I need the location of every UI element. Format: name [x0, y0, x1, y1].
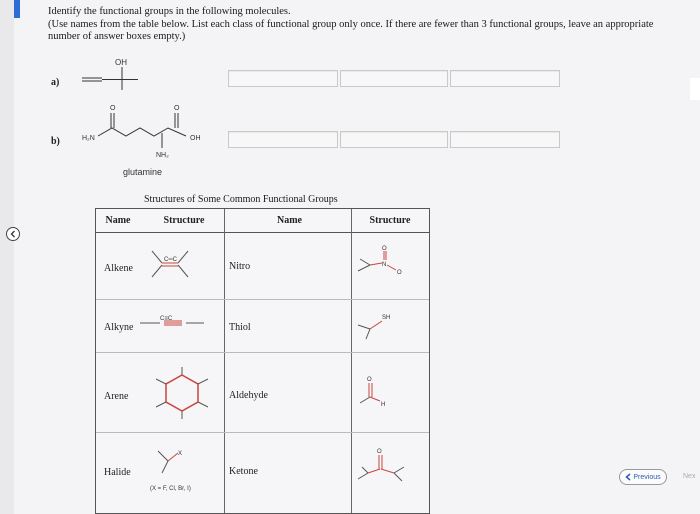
molecule-a	[78, 56, 148, 96]
nitro-o-label: O	[397, 270, 402, 276]
answer-b-1[interactable]	[228, 131, 338, 148]
question-page	[14, 0, 700, 514]
question-marker	[14, 0, 20, 18]
row-name-thiol: Thiol	[229, 322, 251, 333]
arene-structure	[154, 367, 210, 419]
functional-groups-table	[95, 208, 430, 514]
atom-label-oh: OH	[190, 135, 201, 142]
carbon-chain	[98, 128, 186, 136]
instruction-line-2: (Use names from the table below. List each class of functional group only once. If there are fewer than 3 functional groups, leave an appropriate	[48, 18, 654, 30]
answer-a-2[interactable]	[340, 70, 448, 87]
ketone-structure	[354, 445, 414, 489]
chevron-left-icon	[9, 230, 17, 238]
previous-label: Previous	[633, 473, 661, 481]
row-name-ketone: Ketone	[229, 466, 258, 477]
alkene-label: C═C	[164, 257, 177, 263]
row-divider	[96, 299, 429, 300]
previous-button[interactable]	[619, 469, 667, 485]
aldehyde-structure	[354, 373, 404, 413]
row-name-nitro: Nitro	[229, 261, 251, 272]
alkene-structure	[148, 247, 198, 281]
column-divider	[351, 209, 352, 513]
atom-label-oh: OH	[115, 58, 127, 67]
halide-note: (X = F, Cl, Br, I)	[150, 486, 191, 492]
atom-label-o: O	[110, 105, 116, 112]
next-button[interactable]: Nex	[683, 473, 696, 480]
aldehyde-h-label: H	[381, 402, 386, 408]
row-name-alkyne: Alkyne	[104, 322, 134, 333]
header-structure: Structure	[351, 209, 429, 233]
row-name-alkene: Alkene	[104, 263, 133, 274]
header-structure: Structure	[140, 209, 228, 233]
header-name: Name	[96, 209, 140, 233]
aldehyde-o-label: O	[367, 377, 372, 383]
edge-panel	[690, 78, 700, 100]
ketone-o-label: O	[377, 449, 382, 455]
atom-label-o: O	[174, 105, 180, 112]
row-divider	[96, 352, 429, 353]
answer-b-2[interactable]	[340, 131, 448, 148]
nitro-n-label: N	[382, 262, 387, 268]
question-instructions	[48, 6, 688, 44]
alkyne-structure	[138, 315, 208, 331]
molecule-b-glutamine	[76, 98, 226, 168]
answer-a-1[interactable]	[228, 70, 338, 87]
halide-x-label: X	[178, 451, 183, 457]
header-name: Name	[228, 209, 351, 233]
nitro-o-label: O	[382, 246, 387, 252]
instruction-line-3: number of answer boxes empty.)	[48, 31, 186, 42]
table-title: Structures of Some Common Functional Groups	[144, 194, 338, 205]
instruction-line-1: Identify the functional groups in the following molecules.	[48, 6, 291, 17]
row-name-arene: Arene	[104, 391, 129, 402]
nitro-structure	[354, 243, 414, 283]
answer-a-3[interactable]	[450, 70, 560, 87]
collapse-button[interactable]	[6, 227, 20, 241]
thiol-structure	[354, 309, 404, 341]
row-divider	[96, 432, 429, 433]
row-name-halide: Halide	[104, 467, 131, 478]
thiol-label: SH	[382, 315, 391, 321]
part-a-label: a)	[51, 77, 60, 88]
alkyne-label: C≡C	[160, 316, 173, 322]
row-name-aldehyde: Aldehyde	[229, 390, 268, 401]
part-b-label: b)	[51, 136, 60, 147]
chevron-left-icon	[625, 473, 631, 481]
answer-b-3[interactable]	[450, 131, 560, 148]
molecule-caption: glutamine	[123, 167, 163, 177]
halide-structure	[148, 447, 228, 497]
atom-label-nh2: NH₂	[156, 152, 169, 159]
atom-label-h2n: H₂N	[82, 135, 95, 142]
